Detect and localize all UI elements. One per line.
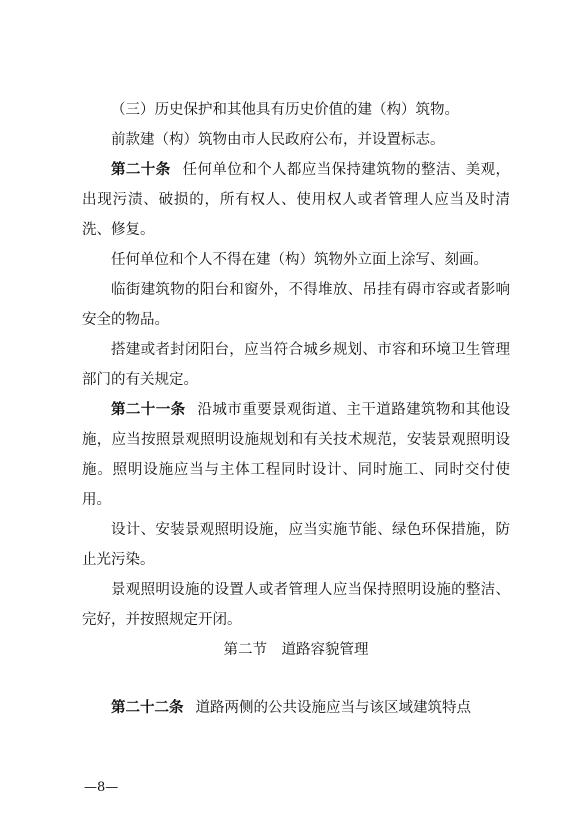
section-title: 第二节 道路容貌管理 bbox=[223, 642, 369, 658]
paragraph-1 bbox=[82, 95, 510, 125]
article-22 bbox=[82, 693, 510, 723]
document-page bbox=[82, 95, 511, 716]
article-21 bbox=[82, 395, 510, 515]
paragraph-6 bbox=[82, 335, 510, 395]
paragraph-text: 沿城市重要景观街道、主干道路建筑物和其他设施，应当按照景观照明设施规划和有关技术规范，安装景观照明设施。照明设施应当与主体工程同时设计、同时施工、同时交付使用。 bbox=[82, 402, 510, 508]
paragraph-text: 景观照明设施的设置人或者管理人应当保持照明设施的整洁、完好，并按照规定开闭。 bbox=[82, 582, 510, 628]
paragraph-text: 道路两侧的公共设施应当与该区域建筑特点 bbox=[195, 700, 471, 716]
paragraph-text: 任何单位和个人不得在建（构）筑物外立面上涂写、刻画。 bbox=[111, 252, 488, 268]
paragraph-text: 前款建（构）筑物由市人民政府公布，并设置标志。 bbox=[111, 132, 445, 148]
paragraph-9 bbox=[82, 575, 510, 635]
article-heading: 第二十二条 bbox=[111, 700, 184, 716]
paragraph-8 bbox=[82, 515, 510, 575]
paragraph-2 bbox=[82, 125, 510, 155]
article-heading: 第二十一条 bbox=[111, 402, 186, 418]
page-number: —8— bbox=[84, 780, 119, 795]
paragraph-5 bbox=[82, 275, 510, 335]
article-20 bbox=[82, 155, 510, 245]
paragraph-text: 临街建筑物的阳台和窗外，不得堆放、吊挂有碍市容或者影响安全的物品。 bbox=[82, 282, 510, 328]
paragraph-text: 搭建或者封闭阳台，应当符合城乡规划、市容和环境卫生管理部门的有关规定。 bbox=[82, 342, 510, 388]
article-heading: 第二十条 bbox=[111, 162, 171, 178]
paragraph-text: 任何单位和个人都应当保持建筑物的整洁、美观，出现污渍、破损的，所有权人、使用权人或者管理人应当及时清洗、修复。 bbox=[82, 162, 511, 238]
paragraph-4 bbox=[82, 245, 510, 275]
paragraph-text: 设计、安装景观照明设施，应当实施节能、绿色环保措施，防止光污染。 bbox=[82, 522, 510, 568]
paragraph-text: （三）历史保护和其他具有历史价值的建（构）筑物。 bbox=[111, 102, 459, 118]
